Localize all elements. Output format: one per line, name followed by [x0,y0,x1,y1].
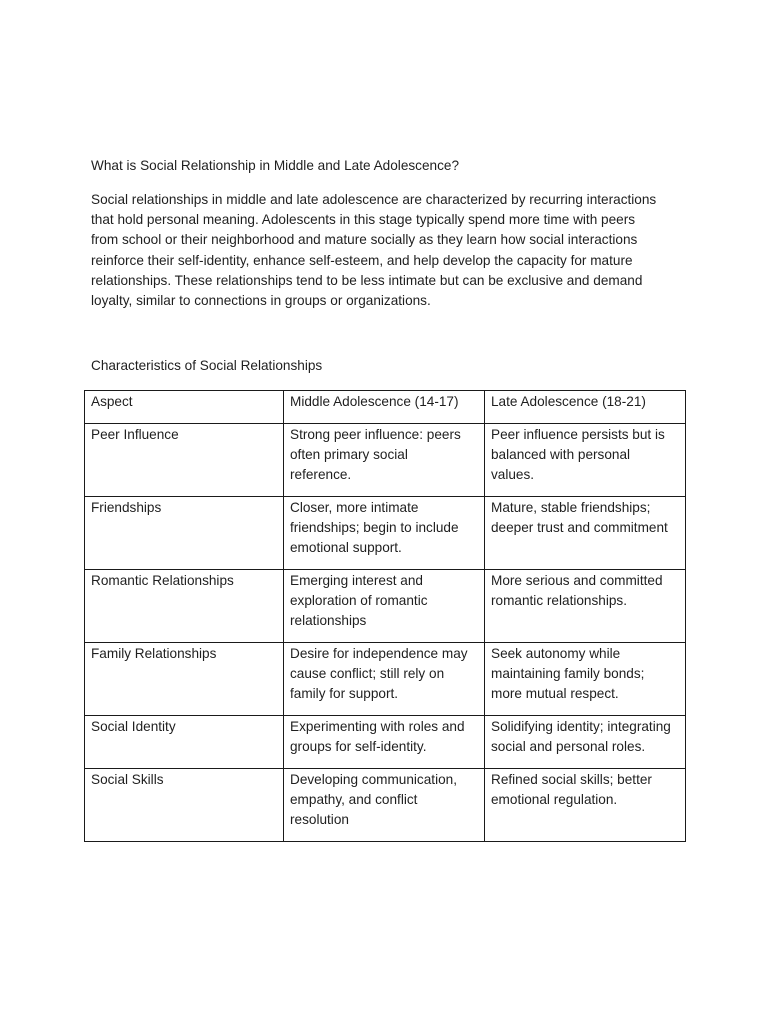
cell-line: groups for self-identity. [290,739,427,755]
table-title: Characteristics of Social Relationships [91,358,323,373]
paragraph-line: that hold personal meaning. Adolescents in this stage typically spend more time with peers [91,212,636,228]
characteristics-table [84,390,686,842]
cell-aspect: Social Skills [85,769,284,842]
cell-line: Developing communication, [290,772,457,787]
cell-line: Peer influence persists but is [491,427,665,442]
paragraph-line: relationships. These relationships tend to be less intimate but can be exclusive and demand [91,272,643,288]
cell-late [485,643,686,716]
table-row [85,424,686,497]
cell-line: balanced with personal [491,447,631,463]
cell-middle [284,716,485,769]
cell-line: empathy, and conflict [290,792,418,808]
table-row [85,643,686,716]
cell-line: More serious and committed [491,573,663,588]
cell-line: family for support. [290,686,399,702]
cell-aspect: Social Identity [85,716,284,769]
table-row [85,497,686,570]
table-header-row [85,391,686,424]
cell-line: relationships [290,613,367,629]
cell-aspect: Peer Influence [85,424,284,497]
cell-line: emotional regulation. [491,792,618,808]
table-row [85,716,686,769]
cell-line: friendships; begin to include [290,520,459,536]
cell-line: Experimenting with roles and [290,719,465,734]
cell-middle [284,769,485,842]
cell-line: maintaining family bonds; [491,666,645,682]
cell-line: more mutual respect. [491,686,619,702]
cell-late [485,716,686,769]
paragraph-line: from school or their neighborhood and mature socially as they learn how social interactions [91,232,638,248]
cell-late [485,497,686,570]
paragraph-line: loyalty, similar to connections in groups or organizations. [91,293,431,309]
cell-aspect: Family Relationships [85,643,284,716]
cell-late [485,570,686,643]
cell-line: Desire for independence may [290,646,468,661]
cell-middle [284,643,485,716]
cell-line: romantic relationships. [491,593,627,609]
cell-middle [284,570,485,643]
cell-late [485,769,686,842]
cell-line: Strong peer influence: peers [290,427,461,442]
document-heading: What is Social Relationship in Middle and Late Adolescence? [91,158,460,173]
table-row [85,570,686,643]
cell-middle [284,497,485,570]
cell-line: Solidifying identity; integrating [491,719,671,734]
cell-line: often primary social [290,447,408,463]
cell-aspect: Friendships [85,497,284,570]
cell-line: values. [491,467,535,483]
cell-line: reference. [290,467,352,483]
paragraph-line: Social relationships in middle and late adolescence are characterized by recurring interactions [91,192,657,207]
cell-line: resolution [290,812,349,828]
cell-line: Mature, stable friendships; [491,500,651,515]
cell-line: exploration of romantic [290,593,428,609]
intro-paragraph [91,190,691,311]
cell-line: emotional support. [290,540,402,556]
paragraph-line: reinforce their self-identity, enhance self-esteem, and help develop the capacity for mature [91,252,633,268]
cell-aspect: Romantic Relationships [85,570,284,643]
cell-line: Refined social skills; better [491,772,652,787]
cell-line: deeper trust and commitment [491,520,668,536]
cell-line: Seek autonomy while [491,646,621,661]
cell-middle [284,424,485,497]
cell-line: social and personal roles. [491,739,646,755]
cell-line: Closer, more intimate [290,500,419,515]
cell-line: cause conflict; still rely on [290,666,445,682]
header-aspect: Aspect [85,391,284,424]
cell-line: Emerging interest and [290,573,423,588]
header-late-adolescence: Late Adolescence (18-21) [485,391,686,424]
cell-late [485,424,686,497]
table-row [85,769,686,842]
header-middle-adolescence: Middle Adolescence (14-17) [284,391,485,424]
